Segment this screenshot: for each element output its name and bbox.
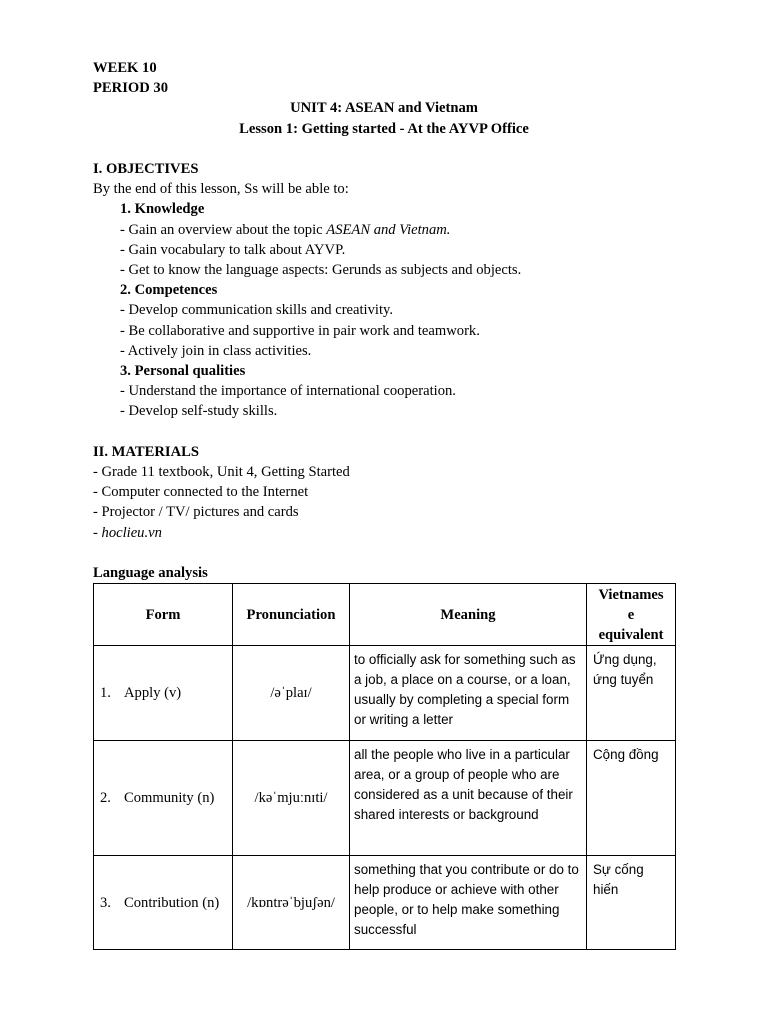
topic-name: ASEAN and Vietnam.	[326, 221, 451, 238]
lesson-plan-page	[93, 58, 675, 583]
col-header-pronunciation: Pronunciation	[233, 584, 350, 646]
col-header-vietnamese: Vietnames e equivalent	[587, 584, 676, 646]
form-cell: 3. Contribution (n)	[94, 856, 233, 950]
vietnamese-cell: Cộng đồng	[587, 741, 676, 856]
meaning-cell: to officially ask for something such as a job, a place on a course, or a loan, usually by completing a special form or writing a letter	[350, 646, 587, 741]
hoclieu-link[interactable]: hoclieu.vn	[101, 524, 162, 541]
competences-item-2: - Be collaborative and supportive in pair work and teamwork.	[120, 322, 480, 339]
language-analysis-heading: Language analysis	[93, 565, 208, 582]
qualities-item-1: - Understand the importance of international cooperation.	[120, 383, 456, 400]
knowledge-item-1: - Gain an overview about the topic ASEAN and Vietnam.	[120, 221, 451, 238]
knowledge-item-3: - Get to know the language aspects: Gerunds as subjects and objects.	[120, 262, 522, 279]
materials-item-4: - hoclieu.vn	[93, 524, 162, 541]
qualities-heading: 3. Personal qualities	[120, 363, 246, 380]
materials-heading: II. MATERIALS	[93, 443, 199, 460]
meaning-cell: something that you contribute or do to help produce or achieve with other people, or to help make something successful	[350, 856, 587, 950]
qualities-item-2: - Develop self-study skills.	[120, 403, 278, 420]
pronunciation-cell: /kəˈmjuːnɪti/	[233, 741, 350, 856]
lesson-title: Lesson 1: Getting started - At the AYVP Office	[239, 120, 529, 137]
pronunciation-cell: /kɒntrəˈbjuʃən/	[233, 856, 350, 950]
table-row	[94, 741, 676, 856]
unit-title: UNIT 4: ASEAN and Vietnam	[290, 100, 478, 117]
knowledge-item-2: - Gain vocabulary to talk about AYVP.	[120, 241, 346, 258]
col-header-form: Form	[94, 584, 233, 646]
language-analysis-table	[93, 583, 676, 950]
meaning-cell: all the people who live in a particular area, or a group of people who are considered as a unit because of their shared interests or background	[350, 741, 587, 856]
objectives-heading: I. OBJECTIVES	[93, 161, 199, 177]
pronunciation-cell: /əˈplaɪ/	[233, 646, 350, 741]
objectives-intro: By the end of this lesson, Ss will be able to:	[93, 181, 349, 198]
vietnamese-cell: Ứng dụng, ứng tuyển	[587, 646, 676, 741]
competences-item-1: - Develop communication skills and creativity.	[120, 302, 394, 319]
form-cell: 1. Apply (v)	[94, 646, 233, 741]
knowledge-heading: 1. Knowledge	[120, 201, 205, 218]
table-row	[94, 646, 676, 741]
competences-heading: 2. Competences	[120, 282, 218, 299]
table-header-row	[94, 584, 676, 646]
competences-item-3: - Actively join in class activities.	[120, 342, 312, 359]
week-label: WEEK 10	[93, 60, 157, 76]
col-header-meaning: Meaning	[350, 584, 587, 646]
materials-item-2: - Computer connected to the Internet	[93, 484, 309, 501]
table-row	[94, 856, 676, 950]
vietnamese-cell: Sự cống hiến	[587, 856, 676, 950]
materials-item-3: - Projector / TV/ pictures and cards	[93, 504, 299, 521]
materials-item-1: - Grade 11 textbook, Unit 4, Getting Started	[93, 464, 350, 481]
period-label: PERIOD 30	[93, 80, 168, 97]
form-cell: 2. Community (n)	[94, 741, 233, 856]
